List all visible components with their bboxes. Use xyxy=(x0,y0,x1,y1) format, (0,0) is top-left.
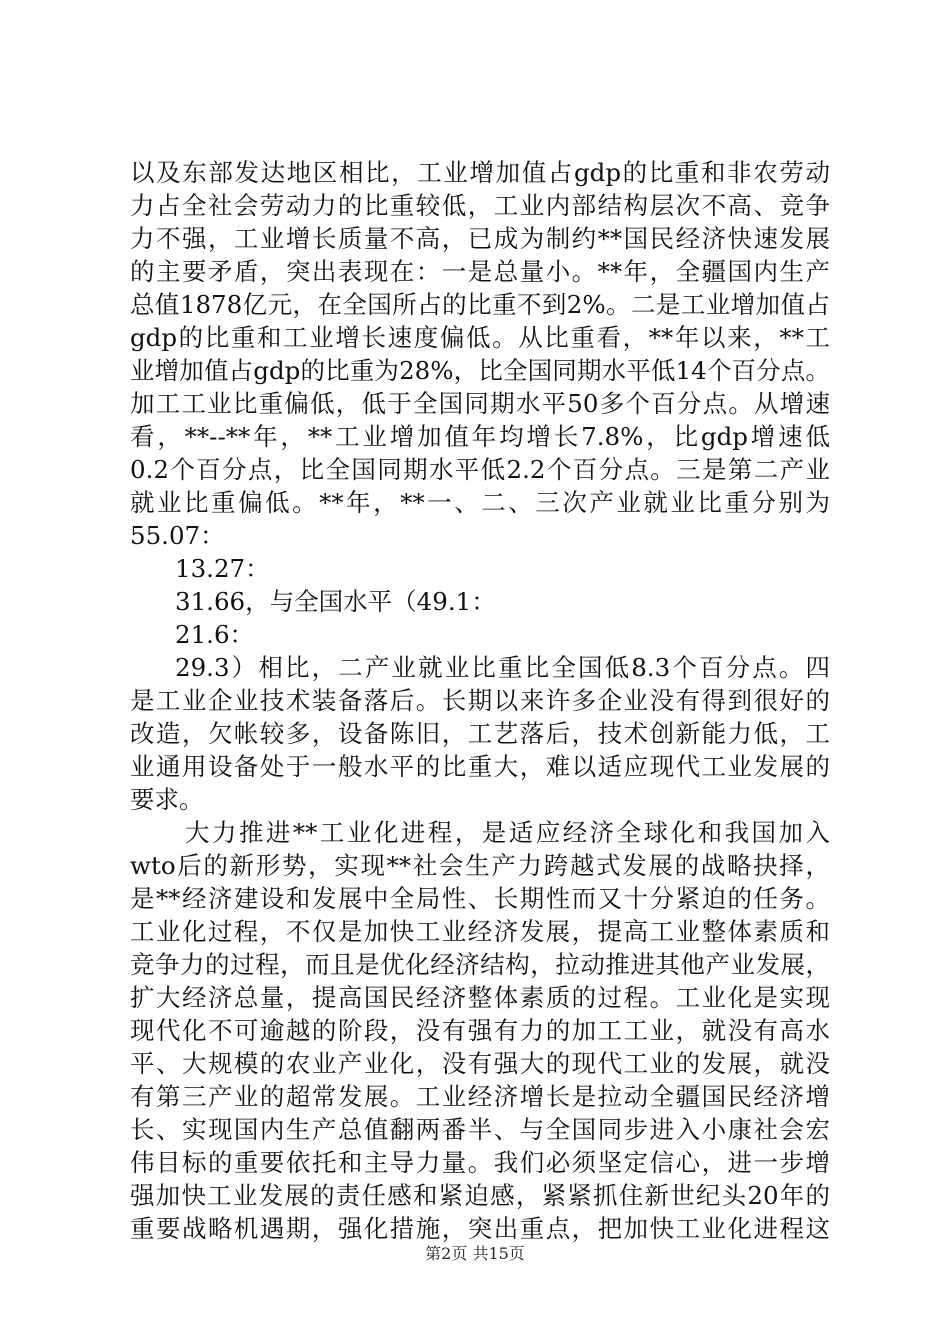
text-line: 平、大规模的农业产业化，没有强大的现代工业的发展，就没 xyxy=(130,1049,830,1078)
text-line: 有第三产业的超常发展。工业经济增长是拉动全疆国民经济增 xyxy=(130,1082,830,1111)
text-line: 强加快工业发展的责任感和紧迫感，紧紧抓住新世纪头20年的 xyxy=(130,1181,830,1210)
text-line: wto后的新形势，实现**社会生产力跨越式发展的战略抉择， xyxy=(130,851,830,880)
text-line: 是工业企业技术装备落后。长期以来许多企业没有得到很好的 xyxy=(130,686,830,715)
text-line: 21.6： xyxy=(175,620,255,649)
text-line: 13.27： xyxy=(175,554,270,583)
text-line: 0.2个百分点，比全国同期水平低2.2个百分点。三是第二产业 xyxy=(130,455,830,484)
text-line: 力不强，工业增长质量不高，已成为制约**国民经济快速发展 xyxy=(130,224,830,253)
text-line: 改造，欠帐较多，设备陈旧，工艺落后，技术创新能力低，工 xyxy=(130,719,830,748)
text-line: 29.3）相比，二产业就业比重比全国低8.3个百分点。四 xyxy=(175,653,830,682)
text-line: 长、实现国内生产总值翻两番半、与全国同步进入小康社会宏 xyxy=(130,1115,830,1144)
text-line: 业增加值占gdp的比重为28%，比全国同期水平低14个百分点。 xyxy=(130,356,830,385)
text-line: 以及东部发达地区相比，工业增加值占gdp的比重和非农劳动 xyxy=(130,158,830,187)
text-line: 扩大经济总量，提高国民经济整体素质的过程。工业化是实现 xyxy=(130,983,830,1012)
text-line: 工业化过程，不仅是加快工业经济发展，提高工业整体素质和 xyxy=(130,917,830,946)
text-line: 的主要矛盾，突出表现在：一是总量小。**年，全疆国内生产 xyxy=(130,257,830,286)
text-line: 现代化不可逾越的阶段，没有强有力的加工工业，就没有高水 xyxy=(130,1016,830,1045)
document-body xyxy=(130,156,830,1245)
page-footer: 第2页 共15页 xyxy=(425,1244,525,1263)
text-line: 就业比重偏低。**年，**一、二、三次产业就业比重分别为 xyxy=(130,488,830,517)
text-line: 加工工业比重偏低，低于全国同期水平50多个百分点。从增速 xyxy=(130,389,830,418)
text-line: 是**经济建设和发展中全局性、长期性而又十分紧迫的任务。 xyxy=(130,884,830,913)
text-line: 重要战略机遇期，强化措施，突出重点，把加快工业化进程这 xyxy=(130,1214,830,1243)
text-line: 竞争力的过程，而且是优化经济结构，拉动推进其他产业发展， xyxy=(130,950,830,979)
text-line: 要求。 xyxy=(130,785,204,814)
text-line: 55.07： xyxy=(130,521,225,550)
text-line: 大力推进**工业化进程，是适应经济全球化和我国加入 xyxy=(185,818,830,847)
text-line: 业通用设备处于一般水平的比重大，难以适应现代工业发展的 xyxy=(130,752,830,781)
text-line: gdp的比重和工业增长速度偏低。从比重看，**年以来，**工 xyxy=(130,323,830,352)
text-line: 总值1878亿元，在全国所占的比重不到2%。二是工业增加值占 xyxy=(130,290,830,319)
text-line: 31.66，与全国水平（49.1： xyxy=(175,587,496,616)
text-line: 伟目标的重要依托和主导力量。我们必须坚定信心，进一步增 xyxy=(130,1148,830,1177)
text-line: 力占全社会劳动力的比重较低，工业内部结构层次不高、竞争 xyxy=(130,191,830,220)
text-line: 看，**--**年，**工业增加值年均增长7.8%，比gdp增速低 xyxy=(130,422,830,451)
